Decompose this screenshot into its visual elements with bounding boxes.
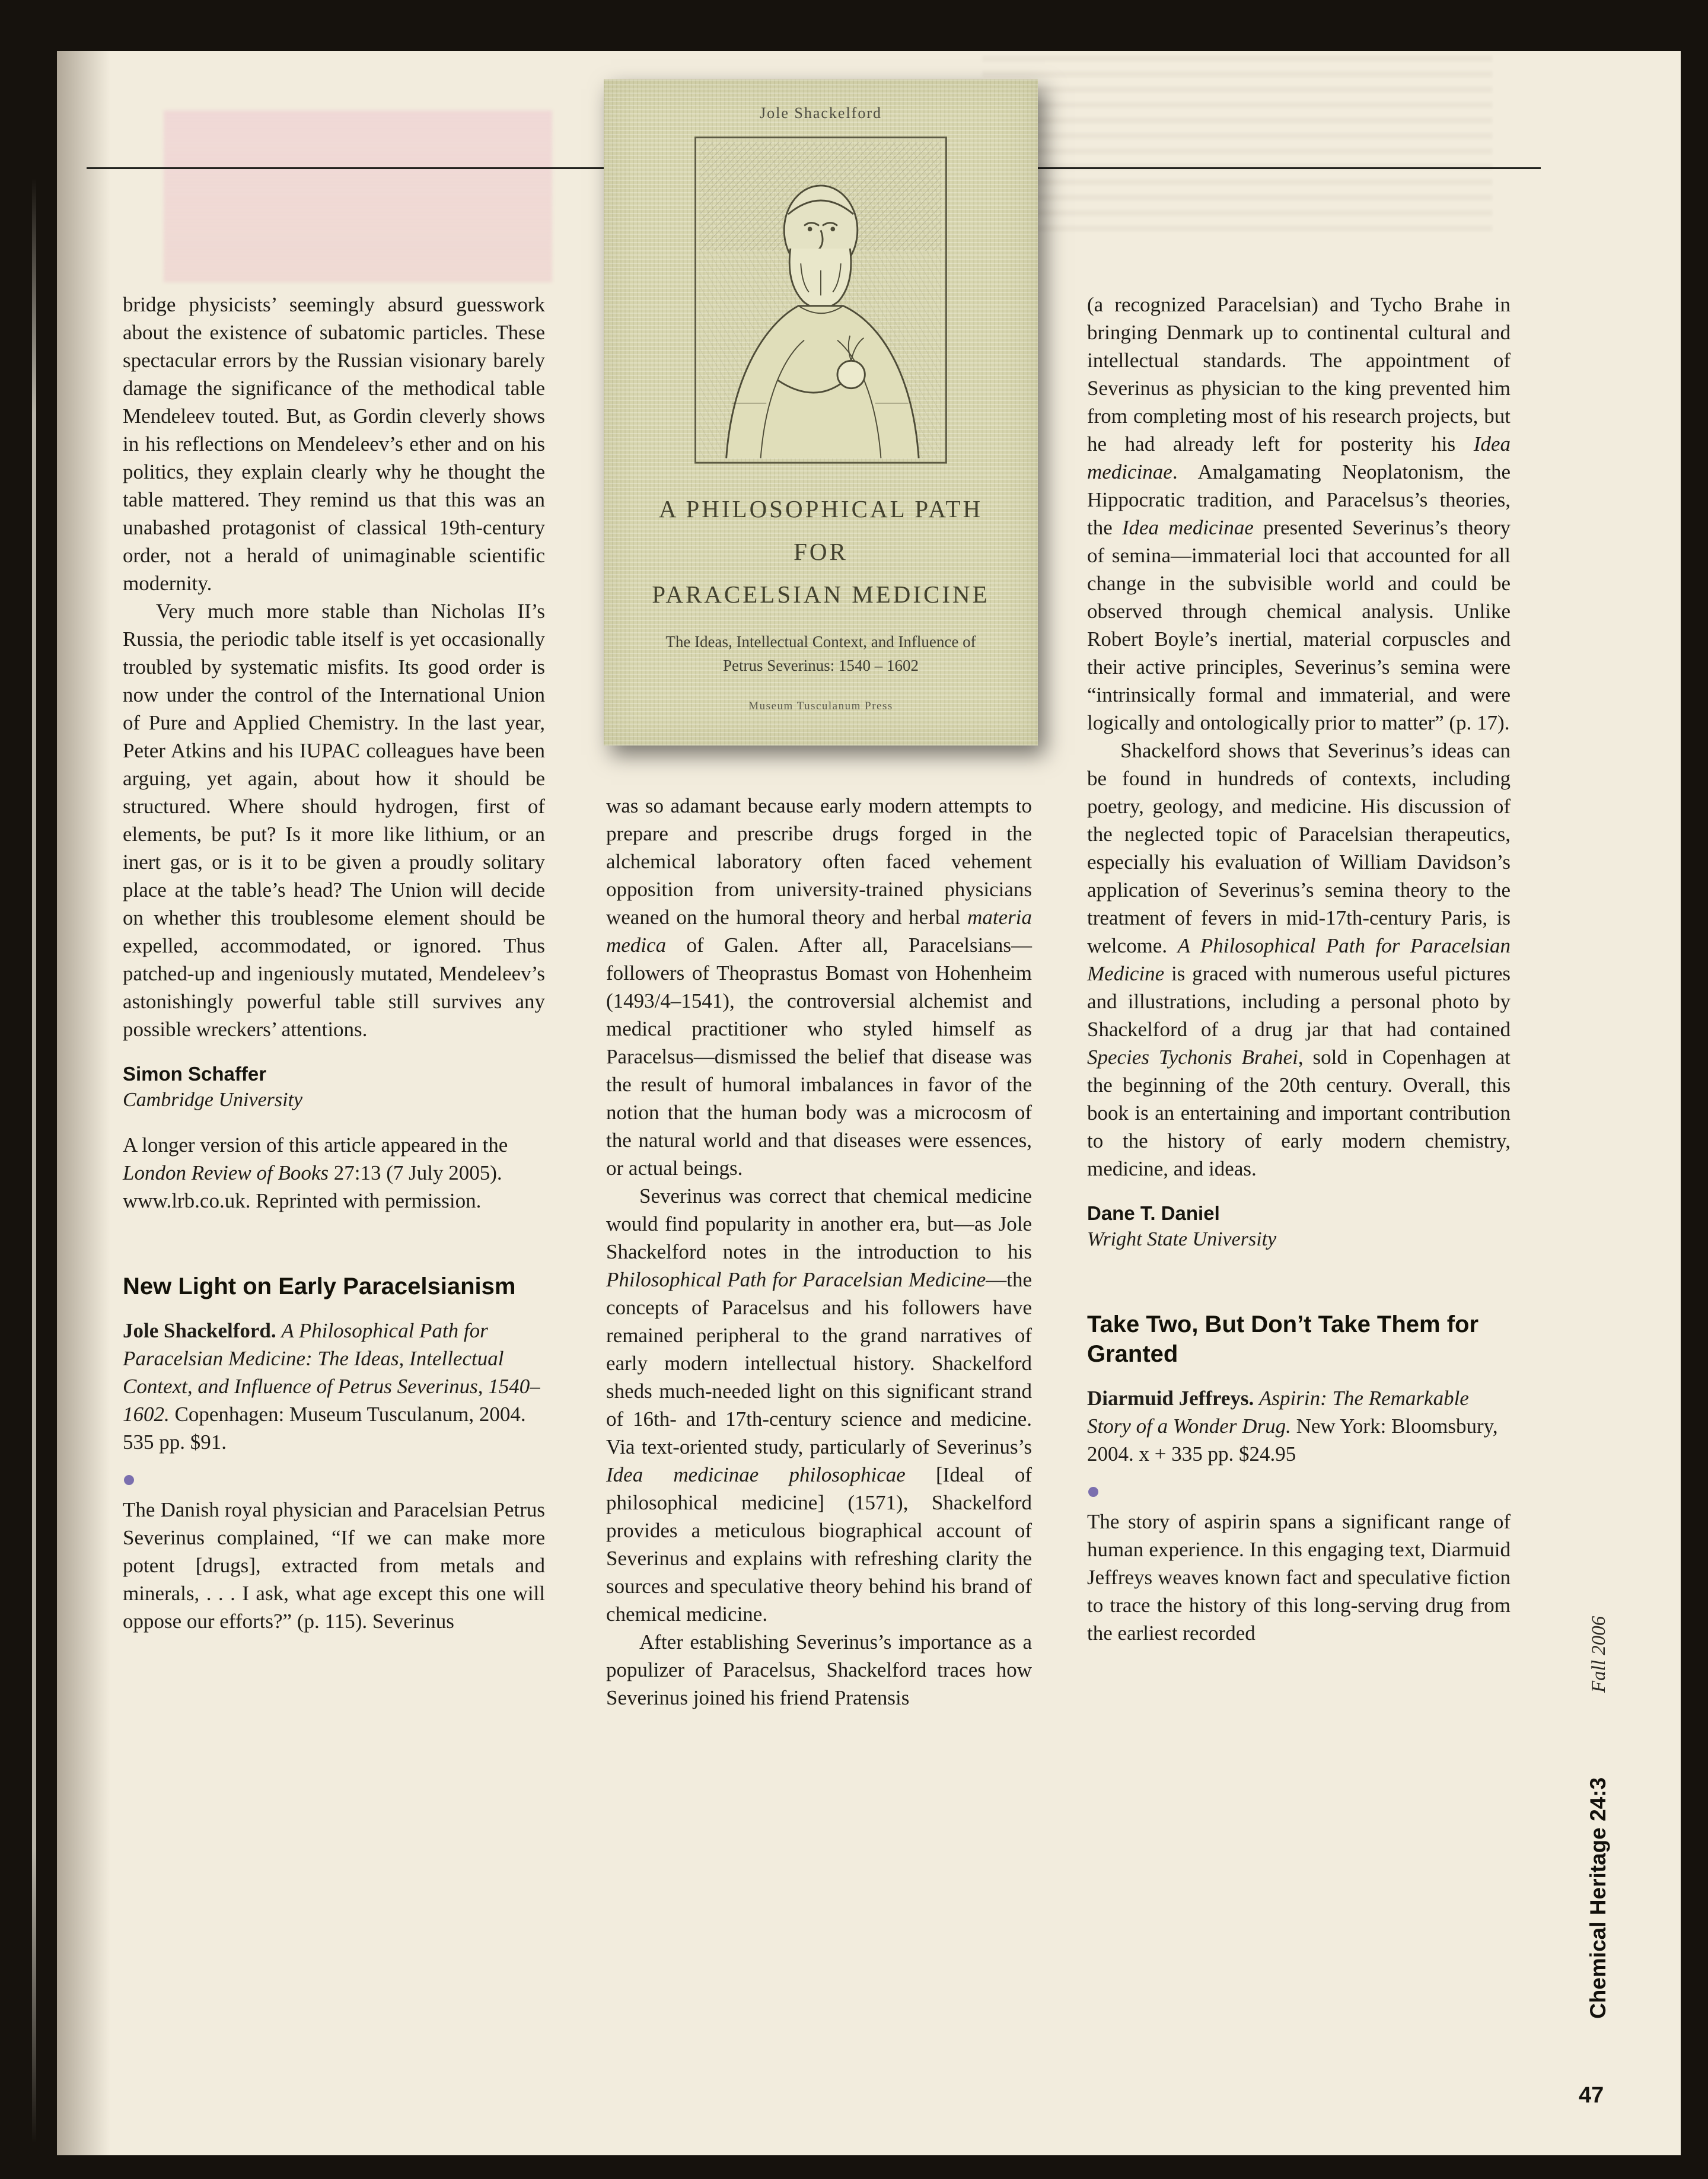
paragraph: was so adamant because early modern attempts to prepare and prescribe drugs forged in the alchemical laboratory often faced vehement opposition from university-trained physicians weaned on the humoral theory and herbal materia medica of Galen. After all, Paracelsians—followers of Theoprastus Bomast von Hohenheim (1493/4–1541), the controversial alchemist and medical practitioner who styled himself as Paracelsus—dismissed the belief that disease was the result of humoral imbalances in favor of the notion that the human body was a microcosm of the natural world and that diseases were essences, or actual beings. xyxy=(606,794,1032,1180)
cover-title xyxy=(604,488,1038,616)
magazine-page xyxy=(57,51,1681,2155)
cover-title-line-1: A PHILOSOPHICAL PATH xyxy=(658,495,983,523)
review-heading: Take Two, But Don’t Take Them for Granted xyxy=(1087,1311,1479,1367)
cover-title-line-3: PARACELSIAN MEDICINE xyxy=(652,581,990,608)
journal-title-vertical: Chemical Heritage 24:3 xyxy=(1586,1777,1610,2019)
section-bullet-icon xyxy=(1088,1487,1098,1497)
reviewer-affiliation: Wright State University xyxy=(1087,1228,1277,1250)
paragraph: Very much more stable than Nicholas II’s Russia, the periodic table itself is yet occasionally troubled by systematic misfits. Its good order is now under the control of the International Union of Pure and Applied Chemistry. In the last year, Peter Atkins and his IUPAC colleagues have been arguing, yet again, about how it should be structured. Where should hydrogen, first of elements, be put? Is it more like lithium, or an inert gas, or is it to be given a proudly solitary place at the table’s head? The Union will decide on whether this troublesome element should be expelled, accommodated, or ignored. Thus patched-up and ingeniously mutated, Mendeleev’s astonishingly powerful table still survives any possible wreckers’ attentions. xyxy=(123,600,545,1041)
cover-subtitle-line-1: The Ideas, Intellectual Context, and Influence of xyxy=(665,633,976,651)
column-center xyxy=(606,792,1032,1712)
book-cover-image xyxy=(604,79,1038,746)
issue-date-vertical: Fall 2006 xyxy=(1588,1616,1610,1693)
cover-subtitle xyxy=(604,630,1038,677)
cover-woodcut-portrait xyxy=(690,134,951,466)
cover-subtitle-line-2: Petrus Severinus: 1540 – 1602 xyxy=(723,657,919,674)
reverse-page-text-ghost xyxy=(982,56,1492,234)
reprint-note: A longer version of this article appeared in the London Review of Books 27:13 (7 July 2005). www.lrb.co.uk. Reprinted with permission. xyxy=(123,1133,508,1212)
book-citation: Jole Shackelford. A Philosophical Path for Paracelsian Medicine: The Ideas, Intellectual Context, and Influence of Petrus Severinus, 1540–1602. Copenhagen: Museum Tusculanum, 2004. 535 pp. $91. xyxy=(123,1319,540,1454)
reverse-page-bleed-ghost xyxy=(164,110,552,282)
paragraph: (a recognized Paracelsian) and Tycho Brahe in bringing Denmark up to continental cultural and intellectual standards. The appointment of Severinus as physician to the king prevented him from completing most of his research projects, but he had already left for posterity his Idea medicinae. Amalgamating Neoplatonism, the Hippocratic tradition, and Paracelsus’s theories, the Idea medicinae presented Severinus’s theory of semina—immaterial loci that accounted for all change in the subvisible world and could be observed through chemical analysis. Unlike Robert Boyle’s inertial, material corpuscles and their active principles, Severinus’s semina were “intrinsically formal and immaterial, and were logically and ontologically prior to matter” (p. 17). xyxy=(1087,293,1511,734)
cover-author: Jole Shackelford xyxy=(759,104,882,122)
paragraph: The story of aspirin spans a significant range of human experience. In this engaging text, Diarmuid Jeffreys weaves known fact and speculative fiction to trace the history of this long-serving drug from the earliest recorded xyxy=(1087,1510,1511,1645)
review-byline xyxy=(123,1061,545,1113)
paragraph: After establishing Severinus’s importance as a populizer of Paracelsus, Shackelford traces how Severinus joined his friend Pratensis xyxy=(606,1630,1032,1709)
column-left xyxy=(123,291,545,1635)
paragraph: Shackelford shows that Severinus’s ideas can be found in hundreds of contexts, including poetry, geology, and medicine. His discussion of the neglected topic of Paracelsian therapeutics, especially his evaluation of William Davidson’s application of Severinus’s semina theory to the treatment of fevers in mid-17th-century Paris, is welcome. A Philosophical Path for Paracelsian Medicine is graced with numerous useful pictures and illustrations, including a personal photo by Shackelford of a drug jar that had contained Species Tychonis Brahei, sold in Copenhagen at the beginning of the 20th century. Overall, this book is an entertaining and important contribution to the history of early modern chemistry, medicine, and ideas. xyxy=(1087,739,1511,1180)
reviewer-name: Simon Schaffer xyxy=(123,1063,267,1085)
reviewer-name: Dane T. Daniel xyxy=(1087,1202,1220,1224)
book-citation: Diarmuid Jeffreys. Aspirin: The Remarkable Story of a Wonder Drug. New York: Bloomsbury, 2004. x + 335 pp. $24.95 xyxy=(1087,1387,1498,1466)
cover-title-line-2: FOR xyxy=(794,538,848,565)
column-right xyxy=(1087,291,1511,1647)
review-heading: New Light on Early Paracelsianism xyxy=(123,1273,516,1299)
paragraph: The Danish royal physician and Paracelsian Petrus Severinus complained, “If we can make more potent [drugs], extracted from metals and minerals, . . . I ask, what age except this one will oppose our efforts?” (p. 115). Severinus xyxy=(123,1498,545,1633)
review-byline xyxy=(1087,1200,1511,1253)
paragraph: Severinus was correct that chemical medicine would find popularity in another era, but—as Jole Shackelford notes in the introduction to his Philosophical Path for Paracelsian Medicine—the concepts of Paracelsus and his followers have remained peripheral to the grand narratives of early modern intellectual history. Shackelford sheds much-needed light on this significant strand of 16th- and 17th-century science and medicine. Via text-oriented study, particularly of Severinus’s Idea medicinae philosophicae [Ideal of philosophical medicine] (1571), Shackelford provides a meticulous biographical account of Severinus and explains with refreshing clarity the sources and speculative theory behind his brand of chemical medicine. xyxy=(606,1184,1032,1626)
paragraph: bridge physicists’ seemingly absurd guesswork about the existence of subatomic particles. These spectacular errors by the Russian visionary barely damage the significance of the methodical table Mendeleev touted. But, as Gordin cleverly shows in his reflections on Mendeleev’s ether and on his politics, they explain clearly why he thought the table mattered. They remind us that this was an unabashed protagonist of classical 19th-century order, not a herald of unimaginable scientific modernity. xyxy=(123,293,545,595)
cover-publisher: Museum Tusculanum Press xyxy=(748,700,893,712)
reviewer-affiliation: Cambridge University xyxy=(123,1089,303,1111)
page-curl-highlight xyxy=(32,178,36,2143)
page-number: 47 xyxy=(1579,2083,1604,2108)
section-bullet-icon xyxy=(124,1475,134,1485)
